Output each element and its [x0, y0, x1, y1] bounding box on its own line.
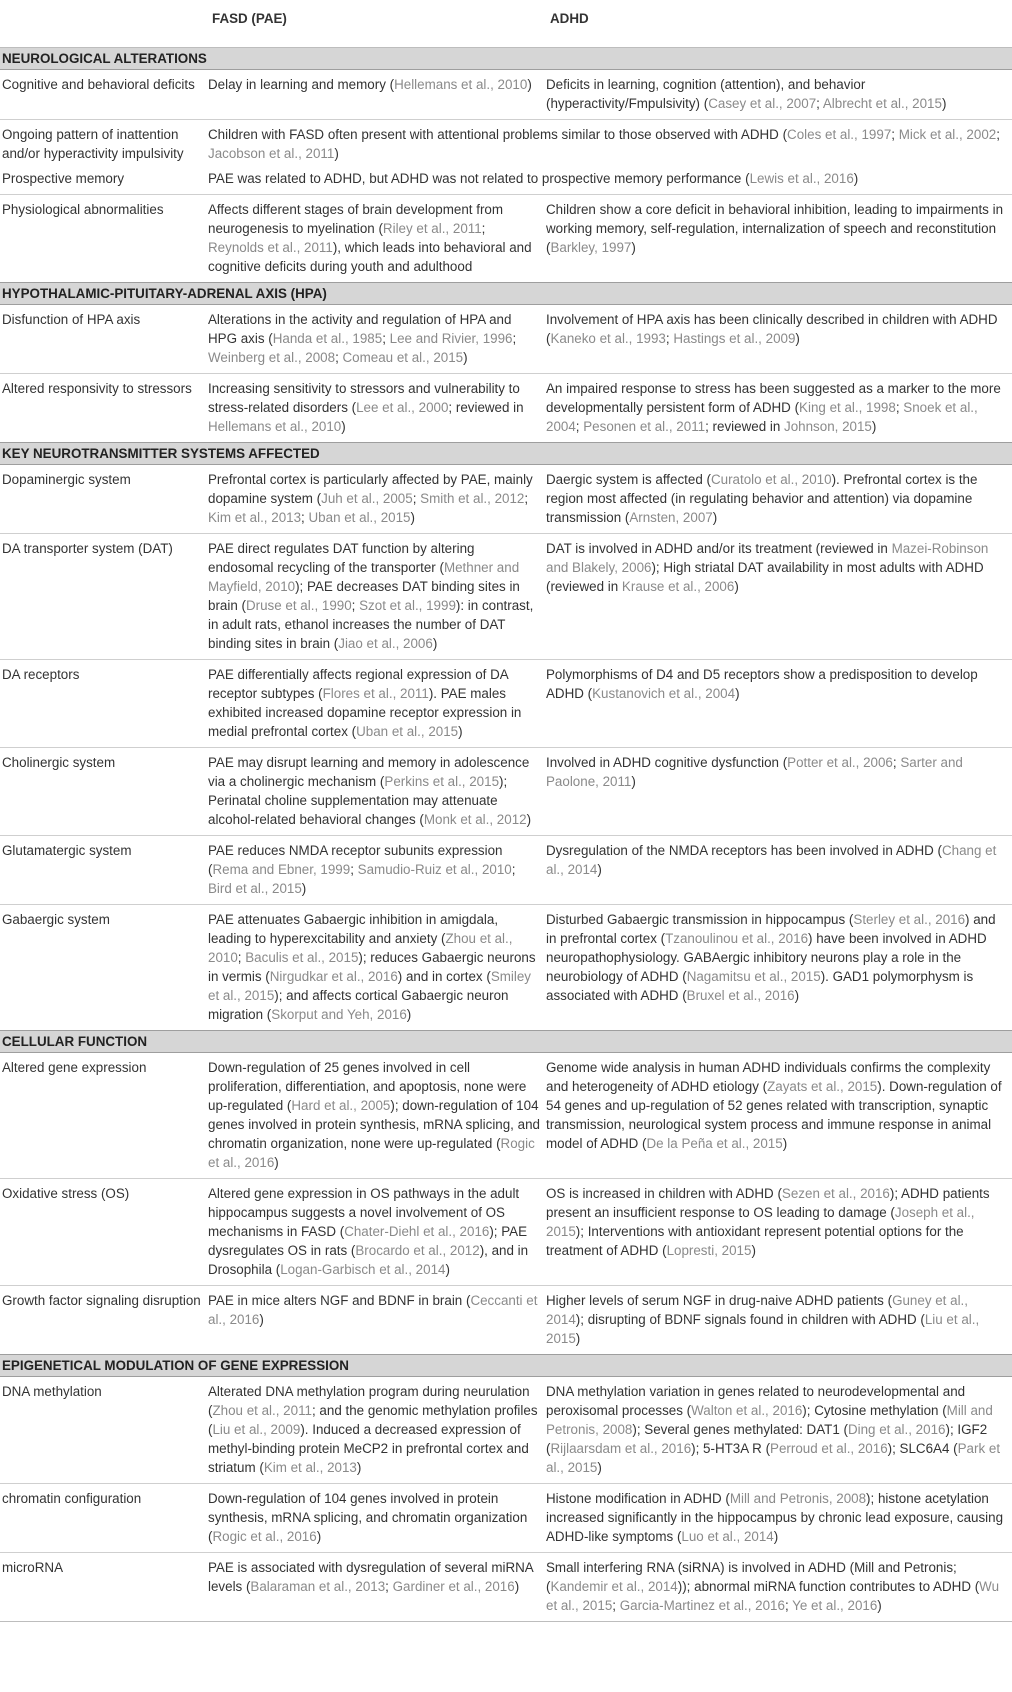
citation-link[interactable]: Ding et al., 2016 — [847, 1422, 946, 1437]
citation-link[interactable]: Uban et al., 2015 — [356, 724, 459, 739]
citation-link[interactable]: Barkley, 1997 — [550, 240, 632, 255]
cell-fasd: PAE in mice alters NGF and BDNF in brain (Ceccanti et al., 2016) — [208, 1293, 538, 1327]
citation-link[interactable]: Zhou et al., 2010 — [208, 931, 513, 965]
citation-link[interactable]: Brocardo et al., 2012 — [355, 1243, 480, 1258]
table-row — [0, 1053, 1012, 1179]
citation-link[interactable]: Liu et al., 2015 — [546, 1312, 980, 1346]
cell-adhd: Higher levels of serum NGF in drug-naive ADHD patients (Guney et al., 2014); disrupting of BDNF signals found in children with ADHD (Liu et al., 2015) — [546, 1293, 980, 1346]
table-row — [0, 660, 1012, 748]
cell-fasd: Delay in learning and memory (Hellemans et al., 2010) — [208, 70, 546, 120]
section-header-row — [0, 1355, 1012, 1377]
citation-link[interactable]: Juh et al., 2005 — [321, 491, 413, 506]
citation-link[interactable]: Baculis et al., 2015 — [245, 950, 359, 965]
citation-link[interactable]: Logan-Garbisch et al., 2014 — [280, 1262, 446, 1277]
citation-link[interactable]: Perkins et al., 2015 — [384, 774, 500, 789]
citation-link[interactable]: Albrecht et al., 2015 — [822, 96, 942, 111]
table-row — [0, 120, 1012, 165]
citation-link[interactable]: Snoek et al., 2004 — [546, 400, 978, 434]
citation-link[interactable]: Chang et al., 2014 — [546, 843, 997, 877]
table-row — [0, 748, 1012, 836]
cell-fasd: PAE is associated with dysregulation of several miRNA levels (Balaraman et al., 2013; Gardiner et al., 2016) — [208, 1553, 546, 1622]
citation-link[interactable]: Rogic et al., 2016 — [212, 1529, 317, 1544]
table-body — [0, 48, 1012, 1622]
row-label: Cholinergic system — [0, 748, 208, 836]
citation-link[interactable]: Hard et al., 2005 — [291, 1098, 391, 1113]
citation-link[interactable]: Bird et al., 2015 — [208, 881, 302, 896]
cell-fasd: PAE reduces NMDA receptor subunits expression (Rema and Ebner, 1999; Samudio-Ruiz et al., 2010; Bird et al., 2015) — [208, 836, 546, 905]
citation-link[interactable]: Mazei-Robinson and Blakely, 2006 — [546, 541, 989, 575]
row-label: Altered responsivity to stressors — [2, 381, 192, 396]
cell-adhd: Involvement of HPA axis has been clinically described in children with ADHD (Kaneko et al., 1993; Hastings et al., 2009) — [546, 305, 1012, 374]
table-row — [0, 1377, 1012, 1484]
table-row — [0, 1484, 1012, 1553]
table-row — [0, 374, 1012, 443]
header-col-fasd: FASD (PAE) — [208, 0, 546, 48]
citation-link[interactable]: Ye et al., 2016 — [792, 1598, 878, 1613]
row-label: Growth factor signaling disruption — [2, 1293, 201, 1308]
cell-adhd: Children show a core deficit in behavioral inhibition, leading to impairments in working memory, self-regulation, internalization of speech and reconstitution (Barkley, 1997) — [546, 202, 1004, 255]
row-label: Gabaergic system — [2, 912, 110, 927]
row-label: DA receptors — [0, 660, 208, 748]
table-row — [0, 465, 1012, 534]
citation-link[interactable]: Rijlaarsdam et al., 2016 — [550, 1441, 692, 1456]
citation-link[interactable]: Szot et al., 1999 — [359, 598, 456, 613]
citation-link[interactable]: De la Peña et al., 2015 — [646, 1136, 783, 1151]
row-label: chromatin configuration — [0, 1484, 208, 1553]
citation-link[interactable]: Jiao et al., 2006 — [338, 636, 433, 651]
citation-link[interactable]: Park et al., 2015 — [546, 1441, 1001, 1475]
section-header-row — [0, 283, 1012, 305]
citation-link[interactable]: Sezen et al., 2016 — [781, 1186, 890, 1201]
citation-link[interactable]: Liu et al., 2009 — [212, 1422, 301, 1437]
cell-fasd: PAE may disrupt learning and memory in adolescence via a cholinergic mechanism (Perkins et al., 2015); Perinatal choline supplementation may attenuate alcohol-related behavioral changes (Monk et al., 2012) — [208, 748, 546, 836]
table-row — [0, 1553, 1012, 1622]
citation-link[interactable]: Sarter and Paolone, 2011 — [546, 755, 963, 789]
table-row — [0, 195, 1012, 283]
cell-fasd: Down-regulation of 25 genes involved in cell proliferation, differentiation, and apoptosis, none were up-regulated (Hard et al., 2005); down-regulation of 104 genes involved in protein synthesis, mRNA splicing, and chromatin organization, none were up-regulated (Rogic et al., 2016) — [208, 1053, 546, 1179]
citation-link[interactable]: Hellemans et al., 2010 — [394, 77, 528, 92]
row-label: Altered gene expression — [0, 1053, 208, 1179]
citation-link[interactable]: Jacobson et al., 2011 — [208, 146, 335, 161]
section-title: NEUROLOGICAL ALTERATIONS — [0, 48, 1012, 70]
cell-fasd: Alterated DNA methylation program during neurulation (Zhou et al., 2011; and the genomic methylation profiles (Liu et al., 2009). Induced a decreased expression of methyl-binding protein MeCP2 in prefrontal cortex and striatum (Kim et al., 2013) — [208, 1377, 546, 1484]
table-header-row — [0, 0, 1012, 48]
section-header-row — [0, 443, 1012, 465]
row-label: Glutamatergic system — [0, 836, 208, 905]
section-header-row — [0, 48, 1012, 70]
row-label: Prospective memory — [0, 164, 208, 195]
cell-adhd: Histone modification in ADHD (Mill and Petronis, 2008); histone acetylation increased significantly in the hippocampus by chronic lead exposure, causing ADHD-like symptoms (Luo et al., 2014) — [546, 1484, 1012, 1553]
cell-fasd: PAE differentially affects regional expression of DA receptor subtypes (Flores et al., 2011). PAE males exhibited increased dopamine receptor expression in medial prefrontal cortex (Uban et al., 2015) — [208, 660, 546, 748]
cell-adhd: Genome wide analysis in human ADHD individuals confirms the complexity and heterogeneity of ADHD etiology (Zayats et al., 2015). Down-regulation of 54 genes and up-regulation of 52 genes related with transcription, synaptic transmission, neurological system process and immune response in animal model of ADHD (De la Peña et al., 2015) — [546, 1053, 1012, 1179]
cell-fasd: Altered gene expression in OS pathways in the adult hippocampus suggests a novel involvement of OS mechanisms in FASD (Chater-Diehl et al., 2016); PAE dysregulates OS in rats (Brocardo et al., 2012), and in Drosophila (Logan-Garbisch et al., 2014) — [208, 1179, 546, 1286]
citation-link[interactable]: Lee et al., 2000 — [356, 400, 449, 415]
citation-link[interactable]: Hellemans et al., 2010 — [208, 419, 342, 434]
citation-link[interactable]: Johnson, 2015 — [784, 419, 872, 434]
citation-link[interactable]: Kim et al., 2013 — [208, 510, 302, 525]
citation-link[interactable]: Weinberg et al., 2008 — [208, 350, 336, 365]
citation-link[interactable]: Lee and Rivier, 1996 — [389, 331, 513, 346]
cell-fasd: Increasing sensitivity to stressors and vulnerability to stress-related disorders (Lee et al., 2000; reviewed in Hellemans et al., 2010) — [208, 381, 524, 434]
row-label: Dopaminergic system — [0, 465, 208, 534]
citation-link[interactable]: Zhou et al., 2011 — [212, 1403, 312, 1418]
citation-link[interactable]: Balaraman et al., 2013 — [250, 1579, 386, 1594]
header-col-topic — [0, 0, 208, 48]
citation-link[interactable]: Tzanoulinou et al., 2016 — [665, 931, 809, 946]
citation-link[interactable]: Joseph et al., 2015 — [546, 1205, 975, 1239]
cell-fasd: Prefrontal cortex is particularly affected by PAE, mainly dopamine system (Juh et al., 2005; Smith et al., 2012; Kim et al., 2013; Uban et al., 2015) — [208, 465, 546, 534]
citation-link[interactable]: King et al., 1998 — [799, 400, 896, 415]
row-label: Disfunction of HPA axis — [0, 305, 208, 374]
cell-adhd: DAT is involved in ADHD and/or its treatment (reviewed in Mazei-Robinson and Blakely, 2006); High striatal DAT availability in most adults with ADHD (reviewed in Krause et al., 2006) — [546, 534, 1012, 660]
citation-link[interactable]: Mill and Petronis, 2008 — [546, 1403, 993, 1437]
citation-link[interactable]: Krause et al., 2006 — [621, 579, 735, 594]
citation-link[interactable]: Flores et al., 2011 — [322, 686, 429, 701]
citation-link[interactable]: Smiley et al., 2015 — [208, 969, 531, 1003]
citation-link[interactable]: Uban et al., 2015 — [308, 510, 411, 525]
section-header-row — [0, 1031, 1012, 1053]
cell-adhd: Deficits in learning, cognition (attention), and behavior (hyperactivity/Fmpulsivity) (Casey et al., 2007; Albrecht et al., 2015) — [546, 70, 1012, 120]
cell-fasd: PAE direct regulates DAT function by altering endosomal recycling of the transporter (Methner and Mayfield, 2010); PAE decreases DAT binding sites in brain (Druse et al., 1990; Szot et al., 1999): in contrast, in adult rats, ethanol increases the number of DAT binding sites in brain (Jiao et al., 2006) — [208, 534, 546, 660]
section-title: CELLULAR FUNCTION — [0, 1031, 1012, 1053]
citation-link[interactable]: Ceccanti et al., 2016 — [208, 1293, 538, 1327]
row-label: Cognitive and behavioral deficits — [0, 70, 208, 120]
citation-link[interactable]: Smith et al., 2012 — [420, 491, 525, 506]
citation-link[interactable]: Coles et al., 1997 — [787, 127, 892, 142]
citation-link[interactable]: Handa et al., 1985 — [272, 331, 383, 346]
citation-link[interactable]: Skorput and Yeh, 2016 — [271, 1007, 407, 1022]
citation-link[interactable]: Lewis et al., 2016 — [749, 171, 854, 186]
table-row — [0, 1179, 1012, 1286]
cell-fasd: Affects different stages of brain development from neurogenesis to myelination (Riley et al., 2011; Reynolds et al., 2011), which leads into behavioral and cognitive deficits during youth and adulthood — [208, 202, 532, 274]
citation-link[interactable]: Lopresti, 2015 — [666, 1243, 752, 1258]
citation-link[interactable]: Chater-Diehl et al., 2016 — [344, 1224, 490, 1239]
row-label: Oxidative stress (OS) — [0, 1179, 208, 1286]
citation-link[interactable]: Luo et al., 2014 — [681, 1529, 774, 1544]
citation-link[interactable]: Potter et al., 2006 — [787, 755, 893, 770]
cell-fasd: PAE attenuates Gabaergic inhibition in amigdala, leading to hyperexcitability and anxiety (Zhou et al., 2010; Baculis et al., 2015); reduces Gabaergic neurons in vermis (Nirgudkar et al., 2016) and in cortex (Smiley et al., 2015); and affects cortical Gabaergic neuron migration (Skorput and Yeh, 2016) — [208, 912, 536, 1022]
table-row — [0, 836, 1012, 905]
citation-link[interactable]: Reynolds et al., 2011 — [208, 240, 333, 255]
cell-adhd: Daergic system is affected (Curatolo et al., 2010). Prefrontal cortex is the region most affected (in regulating behavior and attention) via dopamine transmission (Arnsten, 2007) — [546, 465, 1012, 534]
row-label: microRNA — [0, 1553, 208, 1622]
citation-link[interactable]: Perroud et al., 2016 — [770, 1441, 888, 1456]
citation-link[interactable]: Gardiner et al., 2016 — [392, 1579, 515, 1594]
citation-link[interactable]: Arnsten, 2007 — [629, 510, 713, 525]
citation-link[interactable]: Kaneko et al., 1993 — [550, 331, 666, 346]
table-row — [0, 164, 1012, 195]
citation-link[interactable]: Nirgudkar et al., 2016 — [269, 969, 398, 984]
citation-link[interactable]: Druse et al., 1990 — [245, 598, 352, 613]
cell-adhd: DNA methylation variation in genes related to neurodevelopmental and peroxisomal processes (Walton et al., 2016); Cytosine methylation (Mill and Petronis, 2008); Several genes methylated: DAT1 (Ding et al., 2016); IGF2 (Rijlaarsdam et al., 2016); 5-HT3A R (Perroud et al., 2016); SLC6A4 (Park et al., 2015) — [546, 1377, 1012, 1484]
citation-link[interactable]: Methner and Mayfield, 2010 — [208, 560, 520, 594]
citation-link[interactable]: Kim et al., 2013 — [263, 1460, 357, 1475]
citation-link[interactable]: Mick et al., 2002 — [898, 127, 997, 142]
citation-link[interactable]: Guney et al., 2014 — [546, 1293, 968, 1327]
table-row — [0, 1286, 1012, 1355]
cell-adhd: Polymorphisms of D4 and D5 receptors show a predisposition to develop ADHD (Kustanovich et al., 2004) — [546, 660, 1012, 748]
row-label: Physiological abnormalities — [2, 202, 164, 217]
citation-link[interactable]: Hastings et al., 2009 — [673, 331, 796, 346]
citation-link[interactable]: Bruxel et al., 2016 — [686, 988, 795, 1003]
citation-link[interactable]: Walton et al., 2016 — [691, 1403, 803, 1418]
citation-link[interactable]: Garcia-Martinez et al., 2016 — [619, 1598, 785, 1613]
cell-adhd: An impaired response to stress has been suggested as a marker to the more developmentally persistent form of ADHD (King et al., 1998; Snoek et al., 2004; Pesonen et al., 2011; reviewed in Johnson, 2015) — [546, 381, 1001, 434]
cell-fasd-adhd: Children with FASD often present with attentional problems similar to those observed with ADHD (Coles et al., 1997; Mick et al., 2002; Jacobson et al., 2011) — [208, 127, 1000, 161]
citation-link[interactable]: Pesonen et al., 2011 — [583, 419, 706, 434]
cell-fasd-adhd: PAE was related to ADHD, but ADHD was not related to prospective memory performance (Lewis et al., 2016) — [208, 164, 1012, 195]
cell-adhd: OS is increased in children with ADHD (Sezen et al., 2016); ADHD patients present an insufficient response to OS leading to damage (Joseph et al., 2015); Interventions with antioxidant represent potential options for the treatment of ADHD (Lopresti, 2015) — [546, 1179, 1012, 1286]
section-title: EPIGENETICAL MODULATION OF GENE EXPRESSION — [0, 1355, 1012, 1377]
citation-link[interactable]: Kandemir et al., 2014 — [550, 1579, 678, 1594]
citation-link[interactable]: Casey et al., 2007 — [708, 96, 817, 111]
row-label: DNA methylation — [0, 1377, 208, 1484]
citation-link[interactable]: Comeau et al., 2015 — [342, 350, 464, 365]
citation-link[interactable]: Kustanovich et al., 2004 — [592, 686, 736, 701]
header-col-adhd: ADHD — [546, 0, 1012, 48]
cell-adhd: Disturbed Gabaergic transmission in hippocampus (Sterley et al., 2016) and in prefrontal cortex (Tzanoulinou et al., 2016) have been involved in ADHD neuropathophysiology. GABAergic inhibitory neurons play a role in the neurobiology of ADHD (Nagamitsu et al., 2015). GAD1 polymorphysm is associated with ADHD (Bruxel et al., 2016) — [546, 912, 996, 1003]
citation-link[interactable]: Wu et al., 2015 — [546, 1579, 1000, 1613]
citation-link[interactable]: Rema and Ebner, 1999 — [212, 862, 351, 877]
row-label: Ongoing pattern of inattention and/or hyperactivity impulsivity — [2, 127, 184, 161]
table-row — [0, 70, 1012, 120]
citation-link[interactable]: Monk et al., 2012 — [423, 812, 527, 827]
citation-link[interactable]: Rogic et al., 2016 — [208, 1136, 535, 1170]
cell-adhd: Dysregulation of the NMDA receptors has been involved in ADHD (Chang et al., 2014) — [546, 836, 1012, 905]
citation-link[interactable]: Samudio-Ruiz et al., 2010 — [357, 862, 512, 877]
table-row — [0, 905, 1012, 1031]
cell-adhd: Small interfering RNA (siRNA) is involved in ADHD (Mill and Petronis; (Kandemir et al., 2014)); abnormal miRNA function contributes to ADHD (Wu et al., 2015; Garcia-Martinez et al., 2016; Ye et al., 2016) — [546, 1553, 1012, 1622]
cell-fasd: Down-regulation of 104 genes involved in protein synthesis, mRNA splicing, and chromatin organization (Rogic et al., 2016) — [208, 1484, 546, 1553]
citation-link[interactable]: Sterley et al., 2016 — [853, 912, 966, 927]
citation-link[interactable]: Nagamitsu et al., 2015 — [686, 969, 821, 984]
section-title: KEY NEUROTRANSMITTER SYSTEMS AFFECTED — [0, 443, 1012, 465]
table-row — [0, 534, 1012, 660]
cell-fasd: Alterations in the activity and regulation of HPA and HPG axis (Handa et al., 1985; Lee and Rivier, 1996; Weinberg et al., 2008; Comeau et al., 2015) — [208, 305, 546, 374]
citation-link[interactable]: Curatolo et al., 2010 — [710, 472, 832, 487]
section-title: HYPOTHALAMIC-PITUITARY-ADRENAL AXIS (HPA) — [0, 283, 1012, 305]
citation-link[interactable]: Mill and Petronis, 2008 — [729, 1491, 867, 1506]
row-label: DA transporter system (DAT) — [0, 534, 208, 660]
cell-adhd: Involved in ADHD cognitive dysfunction (Potter et al., 2006; Sarter and Paolone, 2011) — [546, 748, 1012, 836]
citation-link[interactable]: Riley et al., 2011 — [382, 221, 482, 236]
citation-link[interactable]: Zayats et al., 2015 — [767, 1079, 878, 1094]
table-row — [0, 305, 1012, 374]
